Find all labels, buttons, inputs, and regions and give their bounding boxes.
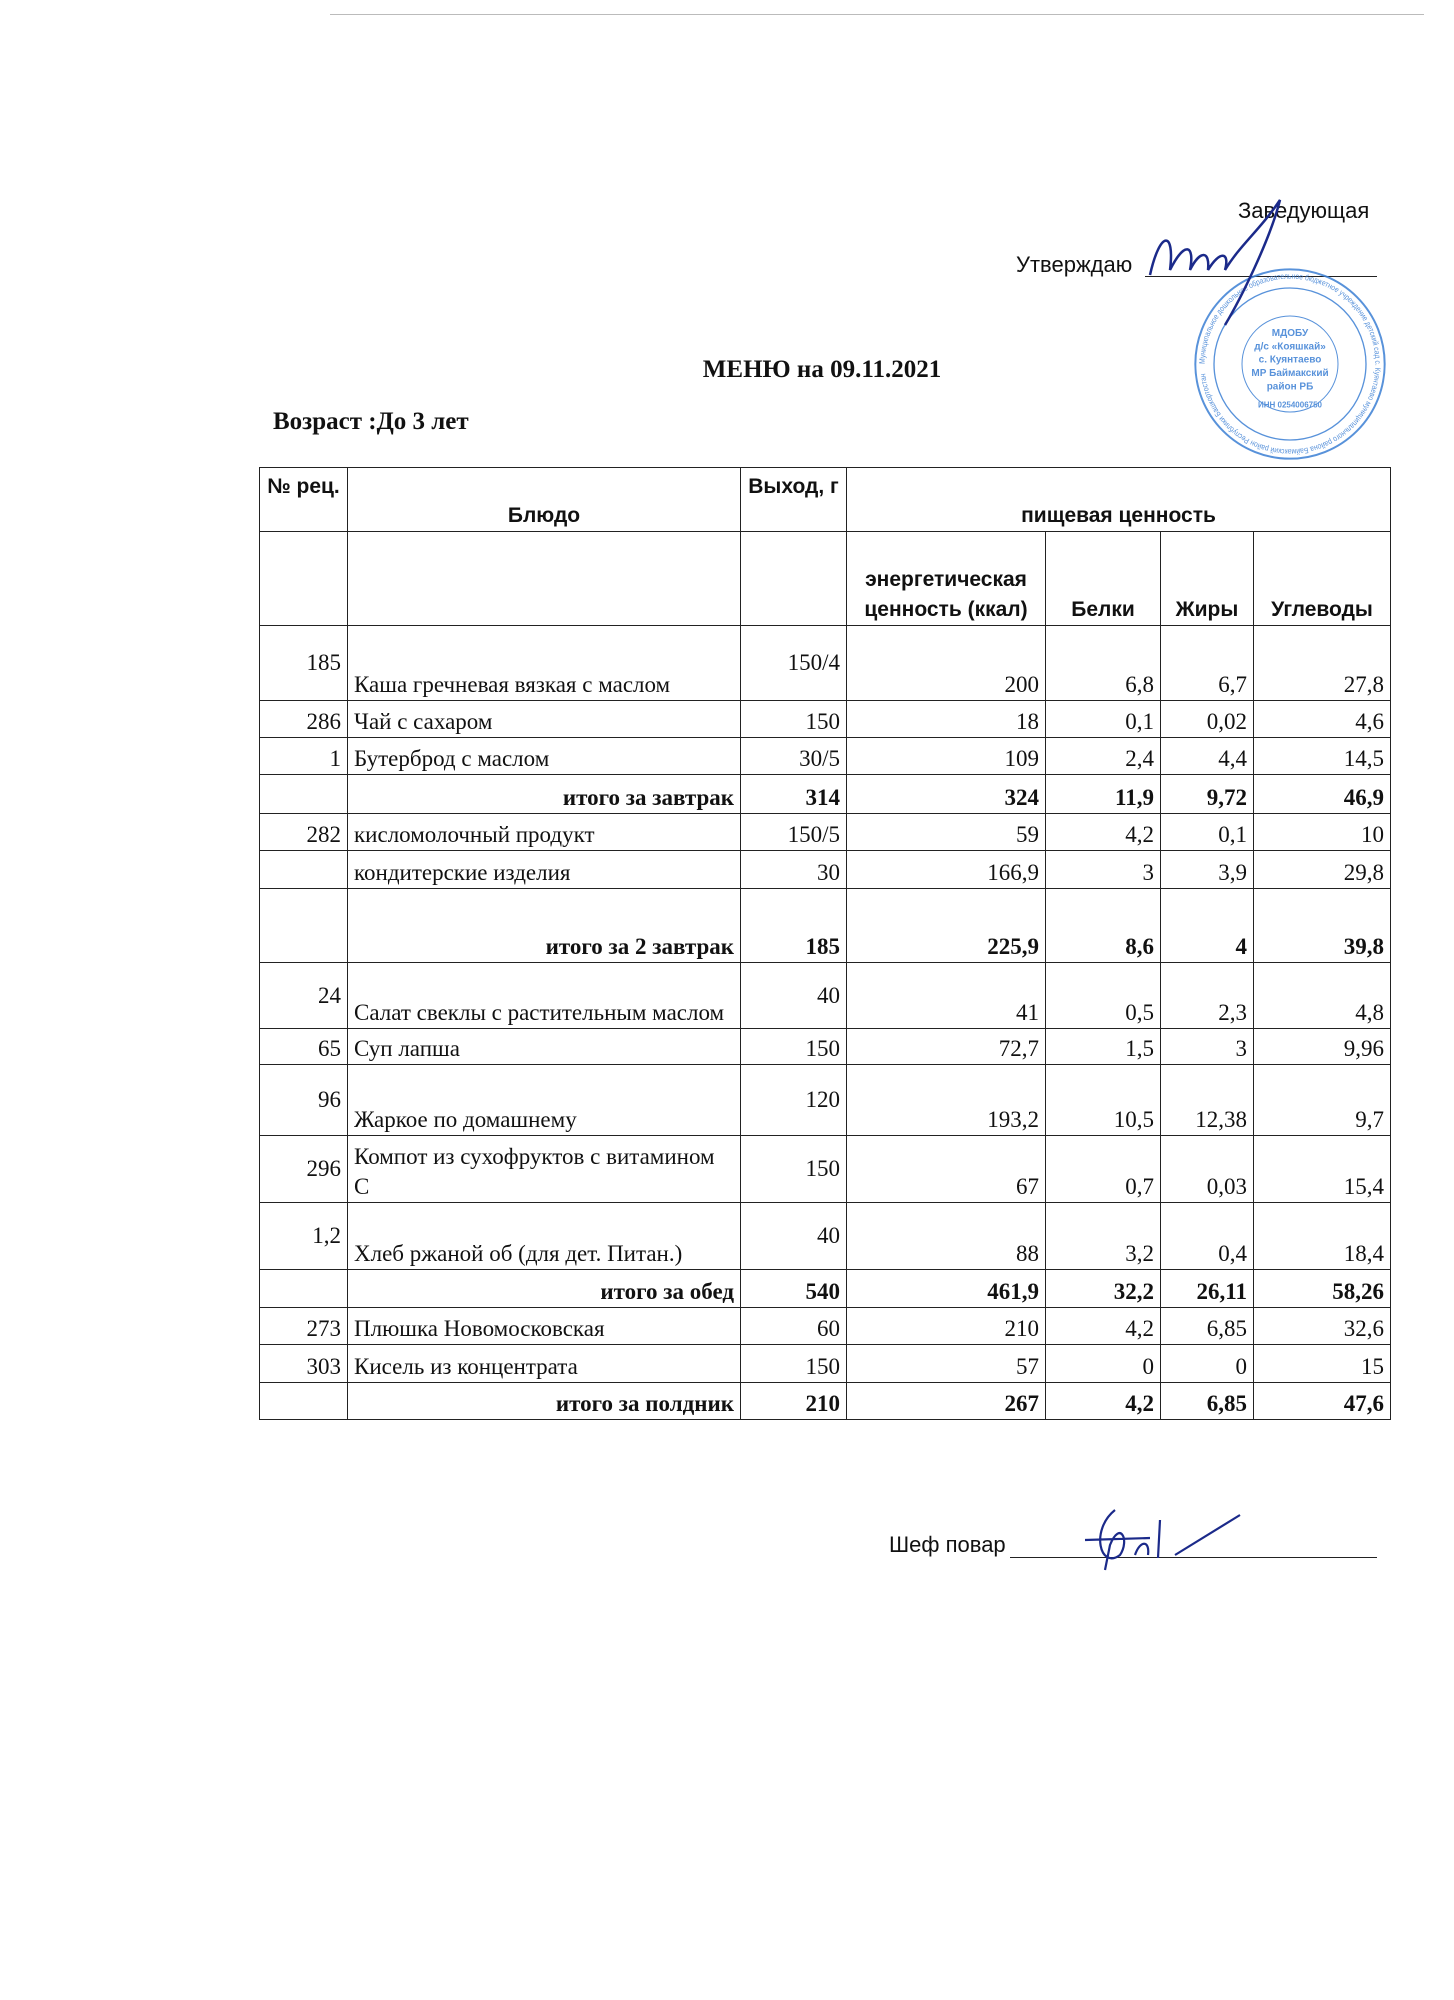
carbs-cell: 9,96: [1254, 1029, 1391, 1065]
total-row: [260, 1383, 1391, 1420]
yield-cell: 150/5: [741, 814, 847, 851]
fat-cell: 3: [1161, 1029, 1254, 1065]
chef-signature: [1080, 1500, 1250, 1575]
protein-cell: 10,5: [1046, 1065, 1161, 1136]
stamp-line: район РБ: [1266, 381, 1314, 393]
header-empty: [741, 532, 847, 626]
energy-cell: 225,9: [847, 889, 1046, 963]
yield-cell: 150/4: [741, 626, 847, 701]
stamp-line: МР Баймакский: [1251, 368, 1329, 379]
header-fat: Жиры: [1161, 532, 1254, 626]
yield-cell: 120: [741, 1065, 847, 1136]
table-row: [260, 814, 1391, 851]
protein-cell: 8,6: [1046, 889, 1161, 963]
yield-cell: 314: [741, 775, 847, 814]
header-empty: [348, 532, 741, 626]
protein-cell: 4,2: [1046, 814, 1161, 851]
menu-table: [259, 467, 1391, 1420]
recipe-number-cell: [260, 889, 348, 963]
energy-cell: 57: [847, 1345, 1046, 1383]
yield-cell: 185: [741, 889, 847, 963]
header-recipe-number: № рец.: [260, 468, 348, 532]
energy-cell: 41: [847, 963, 1046, 1029]
protein-cell: 3,2: [1046, 1203, 1161, 1270]
yield-cell: 150: [741, 1136, 847, 1203]
recipe-number-cell: 96: [260, 1065, 348, 1136]
dish-name-cell: Жаркое по домашнему: [348, 1065, 741, 1136]
header-energy: энергетическая ценность (ккал): [847, 532, 1046, 626]
protein-cell: 2,4: [1046, 738, 1161, 775]
carbs-cell: 15: [1254, 1345, 1391, 1383]
table-row: [260, 626, 1391, 701]
table-row: [260, 1308, 1391, 1345]
header-dish: Блюдо: [348, 468, 741, 532]
fat-cell: 4: [1161, 889, 1254, 963]
energy-cell: 166,9: [847, 851, 1046, 889]
header-nutrition: пищевая ценность: [847, 468, 1391, 532]
yield-cell: 40: [741, 963, 847, 1029]
recipe-number-cell: [260, 1270, 348, 1308]
dish-name-cell: итого за 2 завтрак: [348, 889, 741, 963]
table-row: [260, 1065, 1391, 1136]
dish-name-cell: Каша гречневая вязкая с маслом: [348, 626, 741, 701]
dish-name-cell: Салат свеклы с растительным маслом: [348, 963, 741, 1029]
carbs-cell: 29,8: [1254, 851, 1391, 889]
yield-cell: 30/5: [741, 738, 847, 775]
protein-cell: 0: [1046, 1345, 1161, 1383]
energy-cell: 88: [847, 1203, 1046, 1270]
protein-cell: 6,8: [1046, 626, 1161, 701]
stamp-ring-text: Муниципальное дошкольное образовательное бюджетное учреждение детский сад с. Куянтаево муниципального района Баймакский район Республики Башкортостан: [1197, 271, 1383, 457]
yield-cell: 150: [741, 1345, 847, 1383]
fat-cell: 6,85: [1161, 1308, 1254, 1345]
total-row: [260, 889, 1391, 963]
energy-cell: 267: [847, 1383, 1046, 1420]
carbs-cell: 47,6: [1254, 1383, 1391, 1420]
recipe-number-cell: 303: [260, 1345, 348, 1383]
fat-cell: 0,1: [1161, 814, 1254, 851]
protein-cell: 0,1: [1046, 701, 1161, 738]
energy-cell: 210: [847, 1308, 1046, 1345]
stamp-inn: ИНН 0254006750: [1257, 400, 1323, 410]
header-empty: [260, 532, 348, 626]
energy-cell: 200: [847, 626, 1046, 701]
dish-name-cell: кондитерские изделия: [348, 851, 741, 889]
age-group: Возраст :До 3 лет: [273, 408, 469, 435]
recipe-number-cell: 286: [260, 701, 348, 738]
scan-edge-line: [330, 14, 1424, 15]
energy-cell: 193,2: [847, 1065, 1046, 1136]
total-row: [260, 775, 1391, 814]
table-row: [260, 1029, 1391, 1065]
dish-name-cell: итого за полдник: [348, 1383, 741, 1420]
stamp-line: д/с «Кояшкай»: [1254, 341, 1326, 353]
fat-cell: 3,9: [1161, 851, 1254, 889]
fat-cell: 9,72: [1161, 775, 1254, 814]
fat-cell: 0,4: [1161, 1203, 1254, 1270]
recipe-number-cell: [260, 1383, 348, 1420]
yield-cell: 60: [741, 1308, 847, 1345]
header-protein: Белки: [1046, 532, 1161, 626]
total-row: [260, 1270, 1391, 1308]
table-row: [260, 851, 1391, 889]
table-row: [260, 963, 1391, 1029]
carbs-cell: 58,26: [1254, 1270, 1391, 1308]
energy-cell: 59: [847, 814, 1046, 851]
page-title: МЕНЮ на 09.11.2021: [702, 356, 942, 383]
protein-cell: 0,7: [1046, 1136, 1161, 1203]
dish-name-cell: Плюшка Новомосковская: [348, 1308, 741, 1345]
table-row: [260, 701, 1391, 738]
energy-cell: 18: [847, 701, 1046, 738]
table-row: [260, 738, 1391, 775]
dish-name-cell: Хлеб ржаной об (для дет. Питан.): [348, 1203, 741, 1270]
approve-label: Утверждаю: [1016, 252, 1133, 277]
yield-cell: 40: [741, 1203, 847, 1270]
header-yield: Выход, г: [741, 468, 847, 532]
dish-name-cell: Кисель из концентрата: [348, 1345, 741, 1383]
fat-cell: 4,4: [1161, 738, 1254, 775]
fat-cell: 2,3: [1161, 963, 1254, 1029]
fat-cell: 0,03: [1161, 1136, 1254, 1203]
stamp-line: МДОБУ: [1271, 328, 1309, 339]
carbs-cell: 4,6: [1254, 701, 1391, 738]
recipe-number-cell: 1,2: [260, 1203, 348, 1270]
carbs-cell: 32,6: [1254, 1308, 1391, 1345]
carbs-cell: 14,5: [1254, 738, 1391, 775]
table-row: [260, 1136, 1391, 1203]
table-row: [260, 1203, 1391, 1270]
yield-cell: 540: [741, 1270, 847, 1308]
header-carbs: Углеводы: [1254, 532, 1391, 626]
carbs-cell: 9,7: [1254, 1065, 1391, 1136]
protein-cell: 32,2: [1046, 1270, 1161, 1308]
yield-cell: 30: [741, 851, 847, 889]
fat-cell: 26,11: [1161, 1270, 1254, 1308]
protein-cell: 3: [1046, 851, 1161, 889]
carbs-cell: 4,8: [1254, 963, 1391, 1029]
carbs-cell: 27,8: [1254, 626, 1391, 701]
carbs-cell: 15,4: [1254, 1136, 1391, 1203]
dish-name-cell: Чай с сахаром: [348, 701, 741, 738]
protein-cell: 4,2: [1046, 1383, 1161, 1420]
carbs-cell: 18,4: [1254, 1203, 1391, 1270]
energy-cell: 109: [847, 738, 1046, 775]
yield-cell: 150: [741, 1029, 847, 1065]
energy-cell: 324: [847, 775, 1046, 814]
fat-cell: 6,85: [1161, 1383, 1254, 1420]
recipe-number-cell: 65: [260, 1029, 348, 1065]
recipe-number-cell: 296: [260, 1136, 348, 1203]
dish-name-cell: Суп лапша: [348, 1029, 741, 1065]
fat-cell: 6,7: [1161, 626, 1254, 701]
fat-cell: 0: [1161, 1345, 1254, 1383]
dish-name-cell: итого за обед: [348, 1270, 741, 1308]
recipe-number-cell: 273: [260, 1308, 348, 1345]
fat-cell: 0,02: [1161, 701, 1254, 738]
energy-cell: 67: [847, 1136, 1046, 1203]
stamp-line: с. Куянтаево: [1258, 354, 1322, 366]
dish-name-cell: кисломолочный продукт: [348, 814, 741, 851]
yield-cell: 150: [741, 701, 847, 738]
dish-name-cell: Бутерброд с маслом: [348, 738, 741, 775]
dish-name-cell: Компот из сухофруктов с витамином С: [348, 1136, 741, 1203]
energy-cell: 461,9: [847, 1270, 1046, 1308]
dish-name-cell: итого за завтрак: [348, 775, 741, 814]
director-signature: [1130, 190, 1330, 330]
recipe-number-cell: 24: [260, 963, 348, 1029]
recipe-number-cell: [260, 851, 348, 889]
yield-cell: 210: [741, 1383, 847, 1420]
protein-cell: 4,2: [1046, 1308, 1161, 1345]
protein-cell: 0,5: [1046, 963, 1161, 1029]
fat-cell: 12,38: [1161, 1065, 1254, 1136]
carbs-cell: 39,8: [1254, 889, 1391, 963]
carbs-cell: 46,9: [1254, 775, 1391, 814]
protein-cell: 1,5: [1046, 1029, 1161, 1065]
recipe-number-cell: 1: [260, 738, 348, 775]
protein-cell: 11,9: [1046, 775, 1161, 814]
recipe-number-cell: [260, 775, 348, 814]
carbs-cell: 10: [1254, 814, 1391, 851]
recipe-number-cell: 282: [260, 814, 348, 851]
chef-label: Шеф повар: [889, 1532, 1006, 1557]
table-row: [260, 1345, 1391, 1383]
recipe-number-cell: 185: [260, 626, 348, 701]
energy-cell: 72,7: [847, 1029, 1046, 1065]
head-position-label: Заведующая: [1238, 198, 1370, 223]
